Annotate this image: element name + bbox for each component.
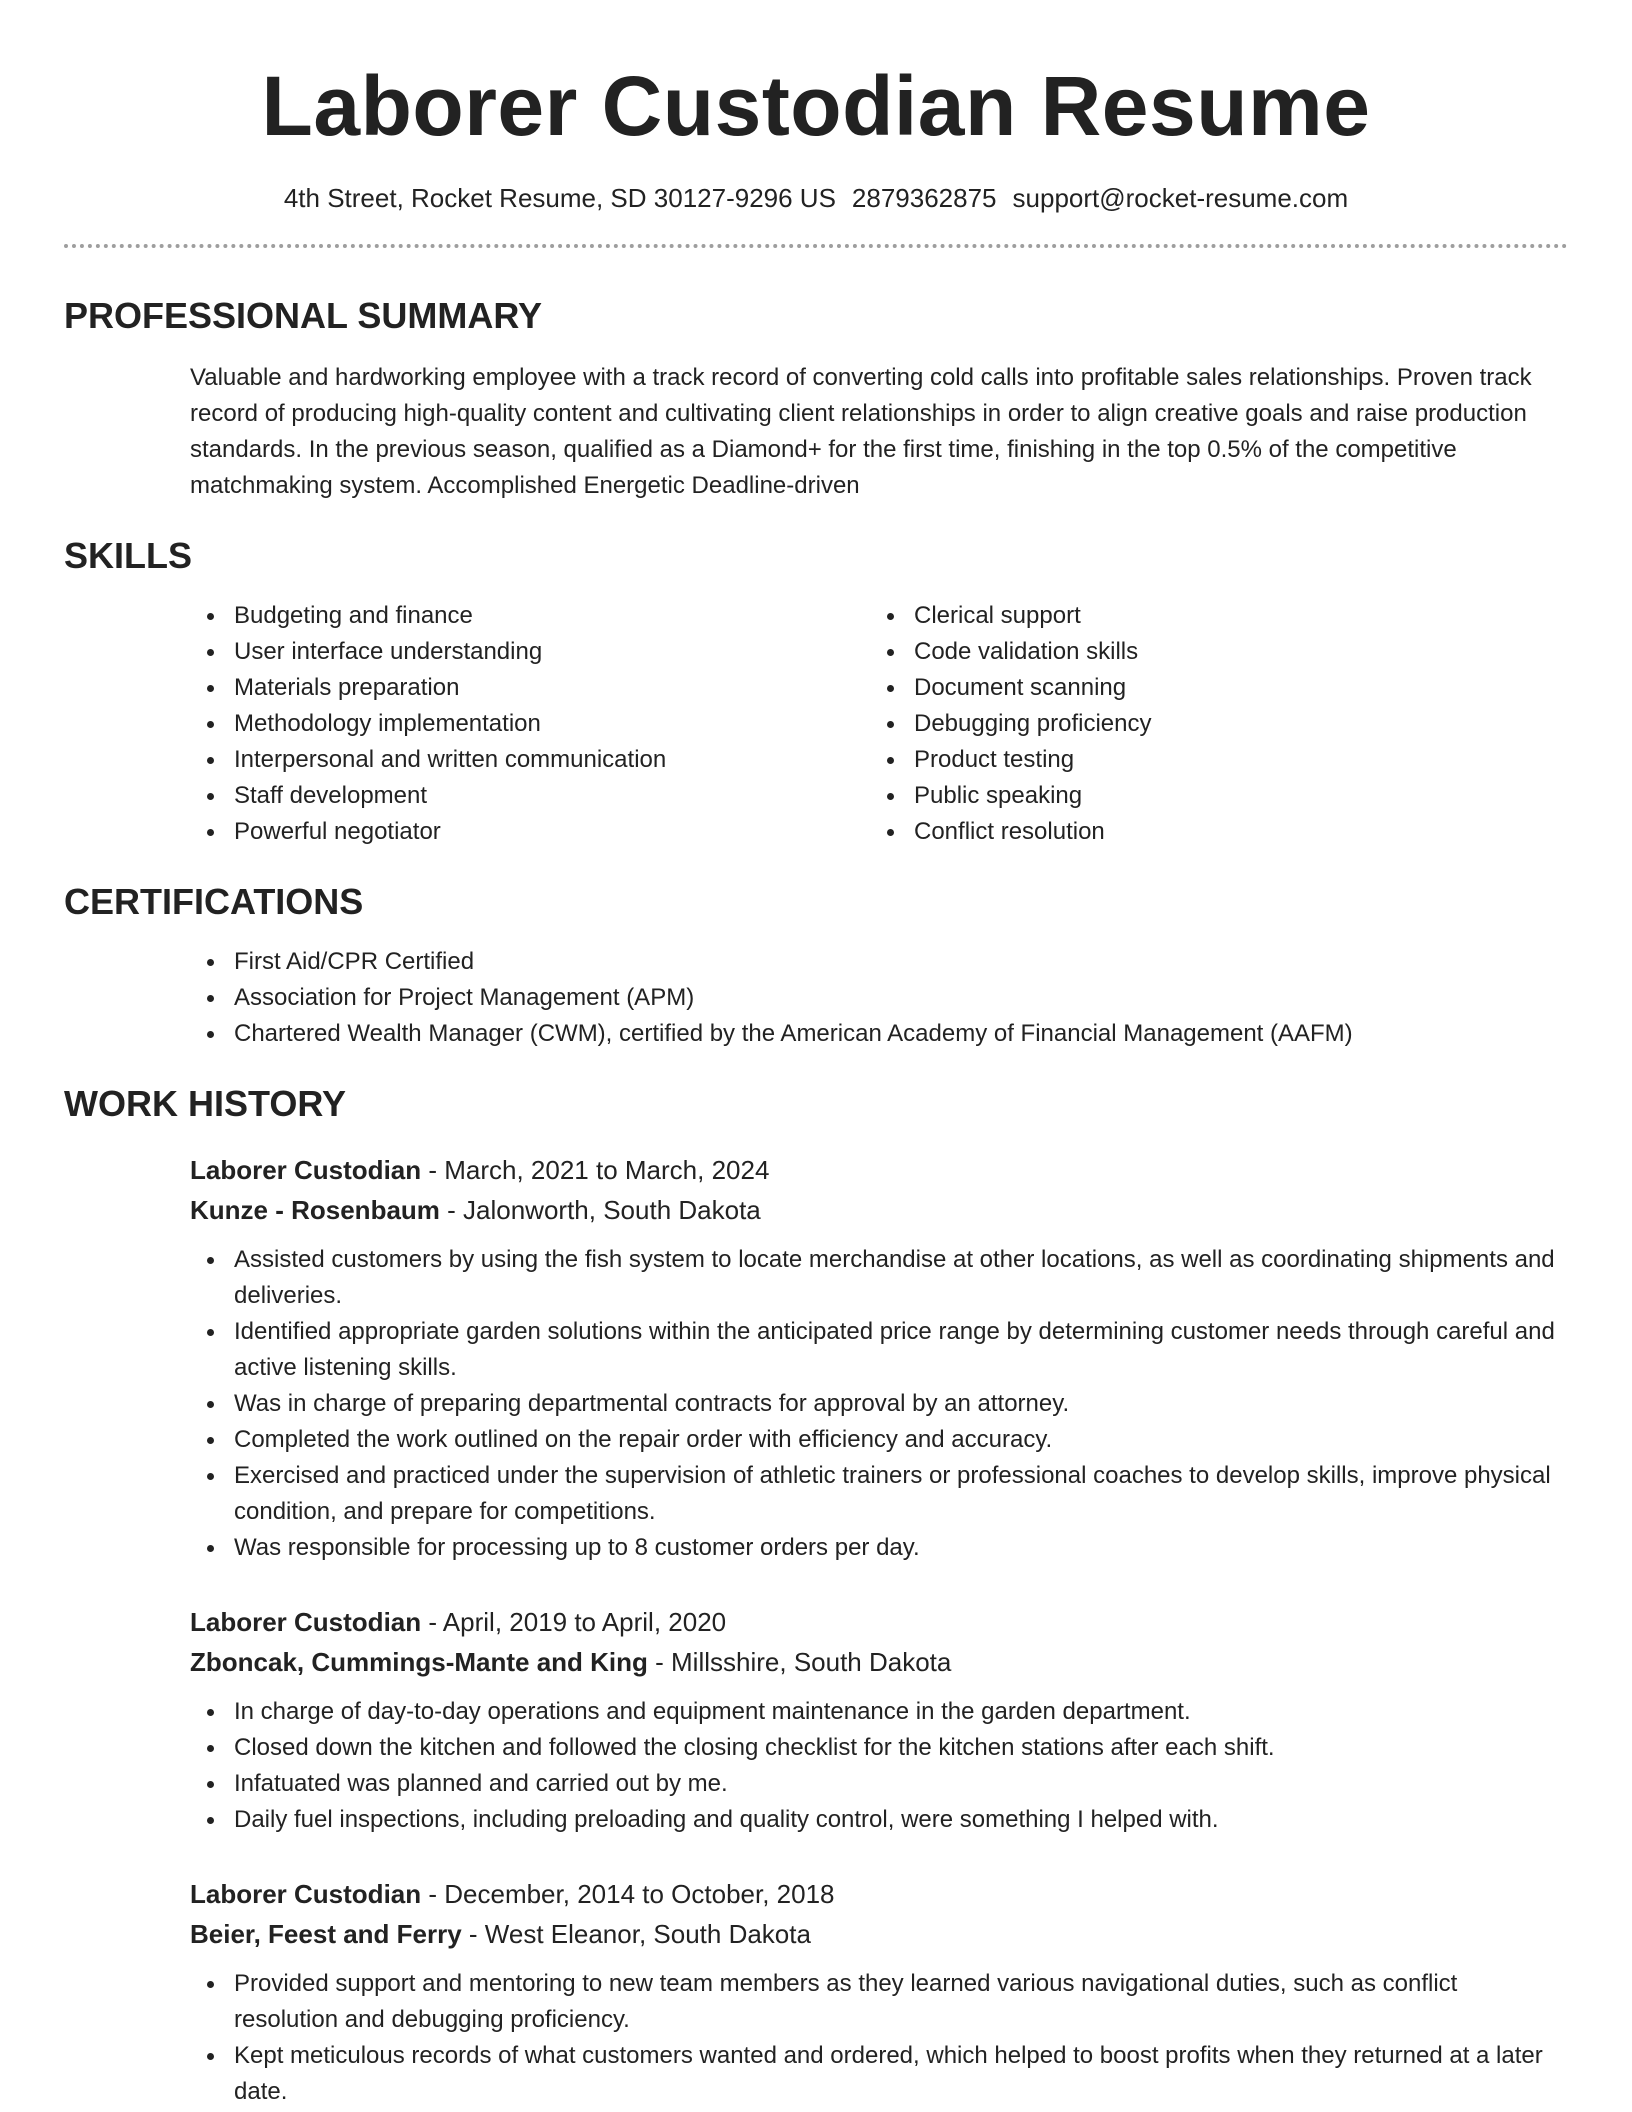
skill-item: Product testing xyxy=(870,742,1550,778)
job-bullets xyxy=(190,1694,1568,1838)
job-company-line xyxy=(190,1914,1568,1954)
job-entry xyxy=(190,1602,1568,1838)
job-bullet: Exercised and practiced under the supervision of athletic trainers or professional coaches to develop skills, improve physical condition, and prepare for competitions. xyxy=(190,1458,1568,1530)
job-location: - Jalonworth, South Dakota xyxy=(439,1195,761,1225)
job-bullets xyxy=(190,1966,1568,2110)
summary-text: Valuable and hardworking employee with a track record of converting cold calls into profitable sales relationships. Proven track record of producing high-quality content and cultivating client relationships in order to align creative goals and raise production standards. In the previous season, qualified as a Diamond+ for the first time, finishing in the top 0.5% of the competitive matchmaking system. Accomplished Energetic Deadline-driven xyxy=(190,364,1532,499)
job-bullet: Kept meticulous records of what customers wanted and ordered, which helped to boost profits when they returned at a later date. xyxy=(190,2038,1568,2110)
job-dates: - April, 2019 to April, 2020 xyxy=(421,1607,727,1637)
job-bullet: Identified appropriate garden solutions within the anticipated price range by determining customer needs through careful and active listening skills. xyxy=(190,1314,1568,1386)
summary-heading: PROFESSIONAL SUMMARY xyxy=(64,295,543,336)
skill-item: Clerical support xyxy=(870,598,1550,634)
job-company: Beier, Feest and Ferry xyxy=(190,1919,462,1949)
job-company: Zboncak, Cummings-Mante and King xyxy=(190,1647,648,1677)
job-entry xyxy=(190,1874,1568,2110)
job-role: Laborer Custodian xyxy=(190,1879,422,1909)
certification-item: Association for Project Management (APM) xyxy=(190,980,1568,1016)
skill-item: Debugging proficiency xyxy=(870,706,1550,742)
contact-line xyxy=(64,182,1568,214)
skill-item: User interface understanding xyxy=(190,634,870,670)
skill-item: Public speaking xyxy=(870,778,1550,814)
job-bullets xyxy=(190,1242,1568,1566)
job-role: Laborer Custodian xyxy=(190,1155,422,1185)
contact-phone: 2879362875 xyxy=(851,183,997,213)
skill-item: Methodology implementation xyxy=(190,706,870,742)
job-title-line xyxy=(190,1602,1568,1642)
skill-item: Conflict resolution xyxy=(870,814,1550,850)
job-company-line xyxy=(190,1642,1568,1682)
work-history-heading: WORK HISTORY xyxy=(64,1083,347,1124)
skill-item: Code validation skills xyxy=(870,634,1550,670)
header-divider xyxy=(64,244,1568,248)
job-bullet: Infatuated was planned and carried out by me. xyxy=(190,1766,1568,1802)
contact-address: 4th Street, Rocket Resume, SD 30127-9296 US xyxy=(283,183,836,213)
job-bullet: Closed down the kitchen and followed the closing checklist for the kitchen stations after each shift. xyxy=(190,1730,1568,1766)
job-entry xyxy=(190,1150,1568,1566)
job-title-line xyxy=(190,1150,1568,1190)
job-company: Kunze - Rosenbaum xyxy=(190,1195,440,1225)
skills-left-list xyxy=(190,598,870,850)
certification-item: Chartered Wealth Manager (CWM), certified by the American Academy of Financial Management (AAFM) xyxy=(190,1016,1568,1052)
skill-item: Powerful negotiator xyxy=(190,814,870,850)
job-bullet: Was in charge of preparing departmental contracts for approval by an attorney. xyxy=(190,1386,1568,1422)
skills-heading: SKILLS xyxy=(64,535,193,576)
skills-right-list xyxy=(870,598,1550,850)
skill-item: Interpersonal and written communication xyxy=(190,742,870,778)
job-bullet: In charge of day-to-day operations and equipment maintenance in the garden department. xyxy=(190,1694,1568,1730)
skills-section xyxy=(64,534,1568,850)
work-history-section xyxy=(64,1082,1568,2110)
job-location: - Millsshire, South Dakota xyxy=(647,1647,952,1677)
job-bullet: Daily fuel inspections, including preloading and quality control, were something I helped with. xyxy=(190,1802,1568,1838)
skill-item: Budgeting and finance xyxy=(190,598,870,634)
summary-section xyxy=(64,294,1568,504)
resume-page xyxy=(64,0,1568,2110)
certification-item: First Aid/CPR Certified xyxy=(190,944,1568,980)
certifications-section xyxy=(64,880,1568,1052)
skills-columns xyxy=(190,598,1568,850)
job-role: Laborer Custodian xyxy=(190,1607,422,1637)
job-bullet: Was responsible for processing up to 8 customer orders per day. xyxy=(190,1530,1568,1566)
job-bullet: Completed the work outlined on the repair order with efficiency and accuracy. xyxy=(190,1422,1568,1458)
certifications-heading: CERTIFICATIONS xyxy=(64,881,364,922)
contact-email: support@rocket-resume.com xyxy=(1012,183,1349,213)
skill-item: Document scanning xyxy=(870,670,1550,706)
skill-item: Staff development xyxy=(190,778,870,814)
skill-item: Materials preparation xyxy=(190,670,870,706)
job-location: - West Eleanor, South Dakota xyxy=(461,1919,811,1949)
job-company-line xyxy=(190,1190,1568,1230)
job-title-line xyxy=(190,1874,1568,1914)
job-dates: - December, 2014 to October, 2018 xyxy=(421,1879,835,1909)
job-bullet: Provided support and mentoring to new team members as they learned various navigational duties, such as conflict resolution and debugging proficiency. xyxy=(190,1966,1568,2038)
job-dates: - March, 2021 to March, 2024 xyxy=(421,1155,770,1185)
certifications-list xyxy=(190,944,1568,1052)
resume-title: Laborer Custodian Resume xyxy=(261,59,1371,153)
job-bullet: Assisted customers by using the fish system to locate merchandise at other locations, as well as coordinating shipments and deliveries. xyxy=(190,1242,1568,1314)
